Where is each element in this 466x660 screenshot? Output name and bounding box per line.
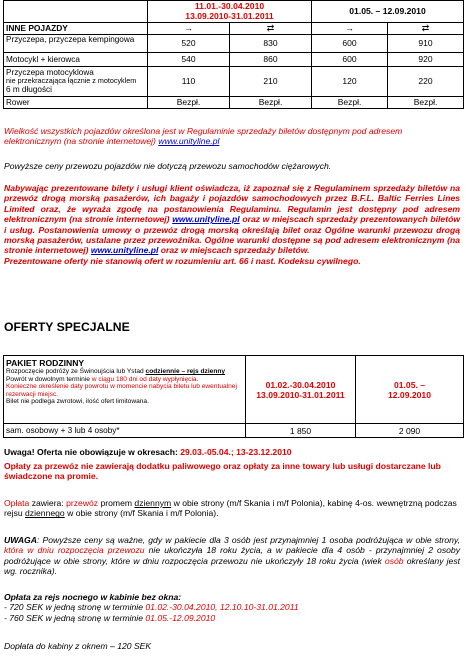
offer-exclusion-note — [4, 447, 460, 457]
night-period-2: 01.05.-12.09.2010 — [145, 612, 216, 623]
uwaga-text-5: określany jest wg. rocznika). — [4, 555, 461, 577]
period-low-line2: 13.09.2010-31.01.2011 — [185, 10, 274, 21]
row-label-line: 6 m długości — [6, 84, 52, 94]
row-label-line: nie przekraczająca łącznie z motocyklem — [6, 76, 137, 86]
uwaga-paragraph — [4, 535, 460, 577]
return-text: Powrót w dowolnym terminie — [6, 375, 90, 383]
uwaga-text-3: nie ukończyła 18 roku życia, a w pakiecie dla 4 osób - przynajmniej 2 osoby podróżujące w obie strony, które w dniu rozpoczęcia przewozu nie ukończyły 18 roku życia (wiek — [4, 545, 460, 566]
exclusion-label: Uwaga! Oferta nie obowiązuje w okresach: — [4, 447, 178, 457]
unityline-link[interactable]: www.unityline.pl — [158, 136, 220, 147]
period-low-line1: 11.01.-30.04.2010 — [194, 1, 265, 11]
price-cell: 910 — [388, 35, 464, 53]
package-period-high — [356, 356, 464, 424]
package-period-low — [246, 356, 356, 424]
window-cabin-fee: Dopłata do kabiny z oknem – 120 SEK — [4, 641, 152, 651]
package-title: PAKIET RODZINNY — [6, 358, 85, 368]
price-cell: 210 — [230, 67, 312, 97]
price-cell: Bezpł. — [312, 97, 388, 109]
fee-transport-word: przewóz — [66, 498, 99, 508]
arrow-cell: → — [312, 23, 388, 35]
package-price-low: 1 850 — [246, 424, 356, 438]
start-line — [6, 368, 243, 376]
fee-includes-word: zawiera: — [31, 498, 64, 508]
terms-paragraph — [4, 183, 460, 266]
uwaga-text-4: osób — [384, 555, 404, 566]
night-cruise-section — [4, 592, 460, 623]
unityline-link-2[interactable]: www.unityline.pl — [90, 245, 159, 256]
fee-text-2: w obie strony (m/f Skania i m/f Polonia). — [67, 508, 219, 519]
unityline-link-1[interactable]: www.unityline.pl — [172, 214, 240, 225]
package-period-low-line1: 01.02.-30.04.2010 — [265, 379, 336, 390]
night-price-line-1 — [4, 602, 460, 612]
start-text: Rozpoczęcie podróży ze Świnoujścia lub Ystad — [6, 368, 144, 375]
night-price-2: - 760 SEK w jedną stronę w terminie — [4, 612, 143, 623]
fee-daily-word: dziennym — [134, 498, 172, 508]
price-cell: 110 — [148, 67, 230, 97]
price-cell: 220 — [388, 67, 464, 97]
row-label: Motocykl + kierowca — [4, 53, 148, 67]
return-period-text: w ciągu 180 dni od daty wypłynięcia. — [91, 375, 199, 383]
exclusion-dates: 29.03.-05.04.; 13-23.12.2010 — [180, 447, 292, 457]
price-cell: Bezpł. — [388, 97, 464, 109]
family-package-table — [3, 355, 464, 438]
row-label: Przyczepa, przyczepa kempingowa — [4, 35, 148, 53]
uwaga-text-2: która w dniu rozpoczęcia przewozu — [4, 545, 145, 556]
uwaga-label: UWAGA — [4, 535, 37, 545]
price-cell: 860 — [230, 53, 312, 67]
offers-heading: OFERTY SPECJALNE — [4, 320, 130, 334]
return-date-note: Konieczne określenie daty powrotu w momencie nabycia biletu lub ewentualnej rezerwacji miejsc. — [6, 383, 237, 398]
terms-text-3: oraz w miejscach sprzedaży biletów. — [160, 245, 310, 256]
price-cell: 520 — [148, 35, 230, 53]
night-period-1: 01.02.-30.04.2010, 12.10.10-31.01.2011 — [145, 602, 299, 613]
section-title: INNE POJAZDY — [4, 23, 148, 35]
arrow-cell: → — [148, 23, 230, 35]
daily-cruise-text: codziennie – rejs dzienny — [145, 368, 226, 375]
price-cell: 540 — [148, 53, 230, 67]
trucks-note: Powyższe ceny przewozu pojazdów nie dotyczą przewozu samochodów ciężarowych. — [4, 161, 332, 171]
price-cell: 600 — [312, 35, 388, 53]
return-line — [6, 376, 243, 384]
vehicles-price-table — [3, 0, 464, 109]
period-header-high: 01.05. – 12.09.2010 — [312, 1, 464, 23]
vehicle-size-text: Wielkość wszystkich pojazdów określona jest w Regulaminie sprzedaży biletów dostępnym pod adresem elektronicznym (na stronie internetowej) — [4, 126, 403, 147]
fee-word: Opłata — [4, 498, 30, 508]
row-label: Rower — [4, 97, 148, 109]
vehicle-size-paragraph — [4, 126, 460, 147]
period-header-low — [148, 1, 312, 23]
price-cell: 120 — [312, 67, 388, 97]
price-cell: 920 — [388, 53, 464, 67]
double-arrow-cell: ⇄ — [230, 23, 312, 35]
offers-disclaimer: Prezentowane oferty nie stanowią ofert w rozumieniu art. 66 i nast. Kodeksu cywilnego. — [4, 255, 361, 266]
fee-daily-word-2: dziennego — [25, 508, 65, 519]
price-cell: 600 — [312, 53, 388, 67]
night-price-1: - 720 SEK w jedną stronę w terminie — [4, 602, 143, 613]
night-price-line-2 — [4, 613, 460, 623]
price-cell: Bezpł. — [148, 97, 230, 109]
package-description — [4, 356, 246, 424]
price-cell: 830 — [230, 35, 312, 53]
row-label-line: Przyczepa motocyklowa — [6, 67, 94, 77]
package-period-low-line2: 13.09.2010-31.01.2011 — [256, 389, 345, 400]
fuel-surcharge-note: Opłaty za przewóz nie zawierają dodatku paliwowego oraz opłaty za inne towary lub usługi dostarczane lub świadczone na promie. — [4, 461, 441, 482]
no-refund-note: Bilet nie podlega zwrotowi, ilość ofert limitowana. — [6, 398, 149, 406]
package-period-high-line1: 01.05. – — [393, 379, 426, 390]
row-label — [4, 67, 148, 97]
double-arrow-cell: ⇄ — [388, 23, 464, 35]
table-corner-cell — [4, 1, 148, 23]
terms-text-2: oraz w miejscach sprzedaży prezentowanych biletów i usług. Postanowienia umowy o przewóz drogą morską określają bilet oraz Ogólne warunki przewozu drogą morską pasażerów, ustalane przez przewoźnika. Ogólne warunki dostępne są pod adresem elektronicznym (na stronie internetowej) — [4, 214, 461, 256]
package-price-high: 2 090 — [356, 424, 464, 438]
uwaga-text-1: : Powyższe ceny są ważne, gdy w pakiecie dla 3 osób jest przynajmniej 1 osoba podróżująca w obie strony, — [36, 535, 460, 545]
fee-ferry-word: promem — [100, 498, 133, 508]
package-period-high-line2: 12.09.2010 — [387, 389, 431, 400]
fee-text: w obie strony (m/f Skania i m/f Polonia), kabinę 4-os. wewnętrzną podczas rejsu — [4, 498, 457, 519]
night-cruise-title: Opłata za rejs nocnego w kabinie bez okna: — [4, 592, 182, 602]
price-cell: Bezpł. — [230, 97, 312, 109]
package-row-label: sam. osobowy + 3 lub 4 osoby* — [4, 424, 246, 438]
fee-includes-paragraph — [4, 498, 460, 519]
terms-text-1: Nabywając prezentowane bilety i usługi klient oświadcza, iż zapoznał się z Regulaminem sprzedaży biletów na przewóz drogą morską pasażerów, ich bagaży i pojazdów samochodowych przez B.F.L. Baltic Ferries Lines Limited oraz, że wyraża zgodę na postanowienia Regulaminu. Regulamin jest dostępny pod adresem elektronicznym (na stronie internetowej) — [4, 183, 460, 225]
